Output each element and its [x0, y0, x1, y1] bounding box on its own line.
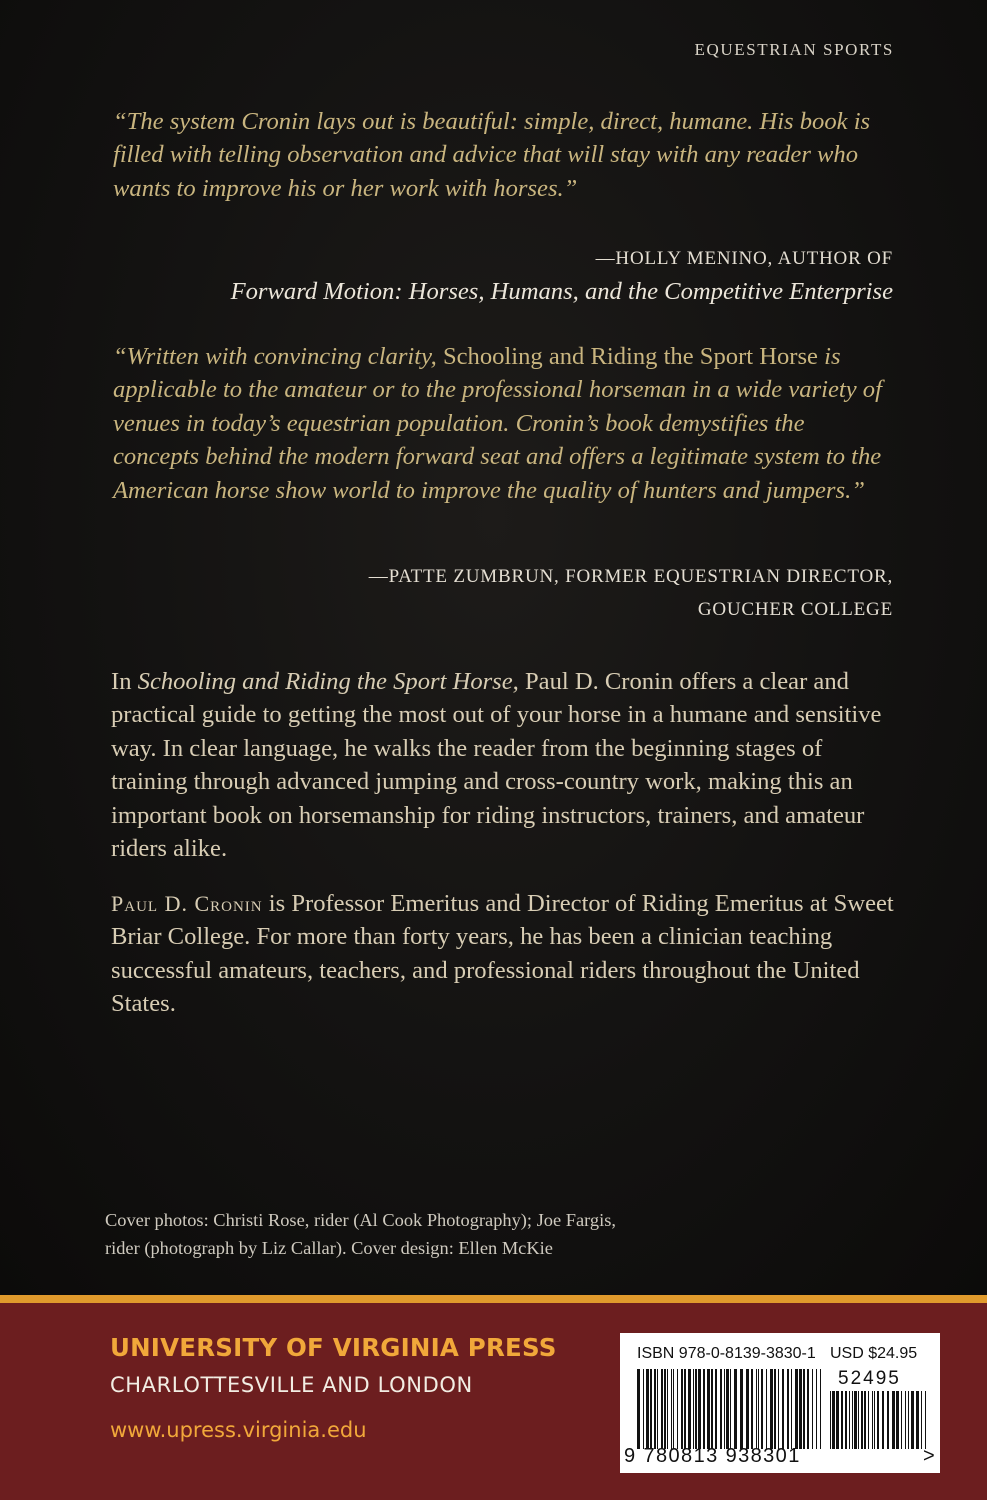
barcode-bar	[778, 1369, 779, 1449]
barcode-bar	[852, 1391, 853, 1449]
barcode-bar	[864, 1391, 866, 1449]
barcode-bar	[830, 1391, 831, 1449]
barcode-bar	[845, 1391, 847, 1449]
ean-digits: 9 780813 938301	[624, 1445, 801, 1467]
barcode-bar	[868, 1391, 869, 1449]
price-code: 52495	[838, 1368, 901, 1389]
author-bio	[111, 887, 896, 1021]
barcode-bar	[734, 1369, 737, 1449]
quote-menino: “The system Cronin lays out is beautiful: simple, direct, humane. His book is filled with telling observation and advice that will stay with any reader who wants to improve his or her work with horses.”	[113, 108, 871, 202]
barcode-bar	[836, 1391, 839, 1449]
barcode-bar	[667, 1369, 668, 1449]
barcode-bar	[724, 1369, 725, 1449]
category-label: EQUESTRIAN SPORTS	[694, 40, 894, 59]
barcode-bar	[921, 1391, 922, 1449]
book-description	[111, 665, 896, 865]
barcode-bar	[746, 1369, 749, 1449]
barcode-bar	[695, 1369, 697, 1449]
barcode-bar	[799, 1369, 802, 1449]
description-lead: In	[111, 668, 138, 695]
barcode-bar	[756, 1369, 757, 1449]
barcode-bar	[654, 1369, 656, 1449]
barcode-bar	[816, 1369, 817, 1449]
barcode-bar	[758, 1369, 759, 1449]
quote-zumbrun	[113, 340, 893, 507]
barcode-bar	[925, 1391, 926, 1449]
barcode-bar	[761, 1369, 763, 1449]
barcode-bar	[673, 1369, 674, 1449]
publisher-location: CHARLOTTESVILLE AND LONDON	[110, 1373, 473, 1397]
barcode-bar	[751, 1369, 753, 1449]
barcode-bar	[740, 1369, 743, 1449]
ean-barcode	[637, 1369, 825, 1449]
barcode-bar	[901, 1391, 902, 1449]
barcode-bar	[698, 1369, 701, 1449]
barcode-bar	[832, 1391, 835, 1449]
attribution-line1: —PATTE ZUMBRUN, FORMER EQUESTRIAN DIRECTOR,	[368, 566, 893, 587]
barcode-bar	[858, 1391, 859, 1449]
barcode-bar	[711, 1369, 713, 1449]
barcode-bar	[726, 1369, 729, 1449]
barcode-bar	[892, 1391, 895, 1449]
barcode-bar	[908, 1391, 909, 1449]
barcode-bar	[874, 1391, 875, 1449]
barcode-bar	[911, 1391, 914, 1449]
author-bio-text: is Professor Emeritus and Director of Riding Emeritus at Sweet Briar College. For more than forty years, he has been a clinician teaching successful amateurs, teachers, and professional riders throughout the United States.	[111, 890, 894, 1018]
credits-line1: Cover photos: Christi Rose, rider (Al Cook Photography); Joe Fargis,	[105, 1210, 616, 1230]
barcode-bar	[849, 1391, 850, 1449]
barcode-bar	[807, 1369, 809, 1449]
barcode-bar	[774, 1369, 776, 1449]
barcode-bar	[650, 1369, 652, 1449]
barcode-bar	[820, 1369, 821, 1449]
barcode-bar	[787, 1369, 789, 1449]
footer-rule	[0, 1295, 987, 1303]
barcode-bar	[657, 1369, 658, 1449]
barcode-bar	[872, 1391, 873, 1449]
barcode-bar	[791, 1369, 792, 1449]
author-name: Paul D. Cronin	[111, 891, 263, 916]
barcode-bar	[693, 1369, 694, 1449]
barcode-bar	[664, 1369, 666, 1449]
attribution-work: Forward Motion: Horses, Humans, and the Competitive Enterprise	[230, 278, 893, 305]
attribution-name: —HOLLY MENINO, AUTHOR OF	[595, 248, 893, 269]
barcode-bar	[637, 1369, 640, 1449]
description-text: Paul D. Cronin offers a clear and practical guide to getting the most out of your horse in a humane and sensitive way. In clear language, he walks the reader from the beginning stages of training through advanced jumping and cross-country work, making this an important book on horsemanship for riding instructors, trainers, and amateur riders alike.	[111, 668, 882, 863]
barcode-bar	[841, 1391, 843, 1449]
publisher-name: UNIVERSITY OF VIRGINIA PRESS	[110, 1333, 557, 1362]
credits-line2: rider (photograph by Liz Callar). Cover design: Ellen McKie	[105, 1237, 553, 1258]
barcode-bar	[730, 1369, 731, 1449]
quote-text-part1: “Written with convincing clarity,	[113, 343, 443, 370]
barcode-bar	[916, 1391, 919, 1449]
barcode-bar	[803, 1369, 805, 1449]
cover-credits	[105, 1207, 805, 1262]
barcode-bar	[795, 1369, 798, 1449]
barcode-bar	[643, 1369, 644, 1449]
barcode-bar	[887, 1391, 889, 1449]
price-label: USD $24.95	[830, 1345, 918, 1362]
barcode-bar	[671, 1369, 672, 1449]
publisher-url[interactable]: www.upress.virginia.edu	[110, 1418, 367, 1442]
barcode-box	[620, 1333, 940, 1473]
barcode-bar	[684, 1369, 686, 1449]
attribution-menino	[231, 242, 893, 308]
barcode-bar	[715, 1369, 717, 1449]
barcode-bar	[720, 1369, 722, 1449]
quote-text-part2: is applicable to the amateur or to the professional horseman in a wide variety of venues in today’s equestrian population. Cronin’s book demystifies the concepts behind the modern forward seat and offers a legitimate system to the American horse show world to improve the quality of hunters and jumpers.”	[113, 343, 882, 504]
addon-barcode	[830, 1391, 928, 1449]
barcode-bar	[854, 1391, 857, 1449]
barcode-bar	[677, 1369, 678, 1449]
barcode-bar	[882, 1391, 884, 1449]
quiet-zone-arrow: >	[923, 1445, 935, 1467]
barcode-bar	[707, 1369, 710, 1449]
quote-book-title: Schooling and Riding the Sport Horse	[442, 343, 818, 370]
barcode-bar	[861, 1391, 863, 1449]
barcode-bar	[770, 1369, 773, 1449]
isbn-label: ISBN 978-0-8139-3830-1	[637, 1345, 816, 1362]
barcode-bar	[688, 1369, 691, 1449]
barcode-bar	[877, 1391, 879, 1449]
barcode-bar	[646, 1369, 649, 1449]
barcode-bar	[782, 1369, 784, 1449]
barcode-bar	[766, 1369, 767, 1449]
attribution-zumbrun	[369, 560, 893, 626]
attribution-line2: GOUCHER COLLEGE	[697, 599, 893, 620]
description-book-title: Schooling and Riding the Sport Horse,	[137, 668, 519, 695]
barcode-bar	[661, 1369, 663, 1449]
barcode-bar	[896, 1391, 899, 1449]
barcode-bar	[905, 1391, 906, 1449]
barcode-bar	[812, 1369, 813, 1449]
barcode-bar	[681, 1369, 683, 1449]
barcode-bar	[703, 1369, 705, 1449]
